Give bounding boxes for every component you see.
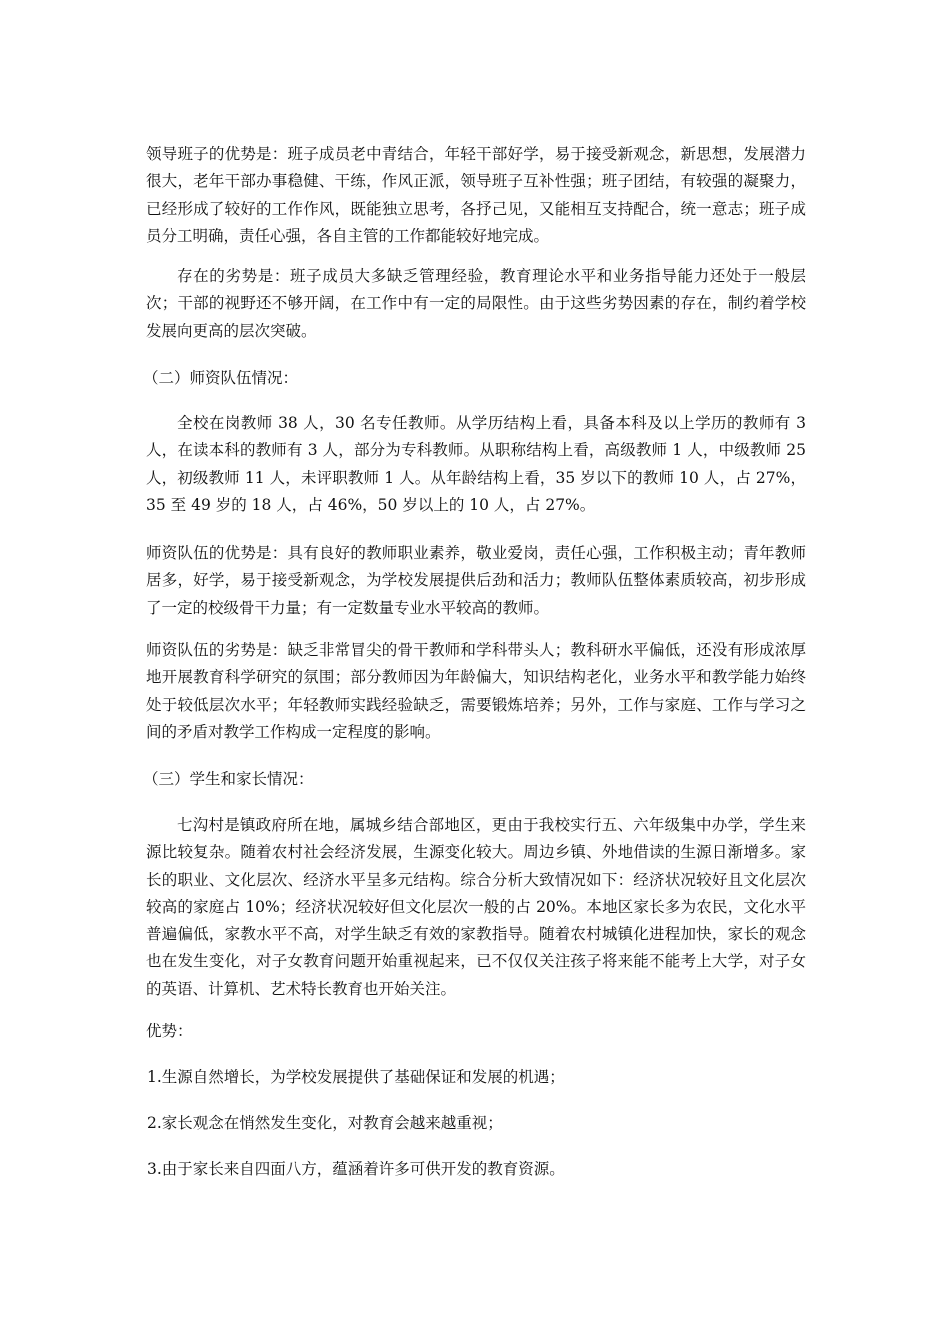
leadership-strengths-paragraph: 领导班子的优势是：班子成员老中青结合，年轻干部好学，易于接受新观念，新思想，发展潜力很大，老年干部办事稳健、干练，作风正派，领导班子互补性强；班子团结，有较强的凝聚力，已经形成了较好的工作作风，既能独立思考，各抒己见，又能相互支持配合，统一意志；班子成员分工明确，责任心强，各自主管的工作都能较好地完成。: [146, 145, 806, 245]
teacher-weaknesses-paragraph: 师资队伍的劣势是：缺乏非常冒尖的骨干教师和学科带头人；教科研水平偏低，还没有形成浓厚地开展教育科学研究的氛围；部分教师因为年龄偏大，知识结构老化，业务水平和教学能力始终处于较低层次水平；年轻教师实践经验缺乏，需要锻炼培养；另外，工作与家庭、工作与学习之间的矛盾对教学工作构成一定程度的影响。: [146, 641, 806, 741]
advantage-item: 3.由于家长来自四面八方，蕴涵着许多可供开发的教育资源。: [147, 1160, 565, 1178]
students-parents-paragraph: 七沟村是镇政府所在地，属城乡结合部地区，更由于我校实行五、六年级集中办学，学生来源比较复杂。随着农村社会经济发展，生源变化较大。周边乡镇、外地借读的生源日渐增多。家长的职业、文化层次、经济水平呈多元结构。综合分析大致情况如下：经济状况较好且文化层次较高的家庭占 10%；经济状况较好但文化层次一般的占 20%。本地区家长多为农民，文化水平普遍偏低，家教水平不高，对学生缺乏有效的家教指导。随着农村城镇化进程加快，家长的观念也在发生变化，对子女教育问题开始重视起来，已不仅仅关注孩子将来能不能考上大学，对子女的英语、计算机、艺术特长教育也开始关注。: [146, 816, 806, 998]
section-heading-teachers: （二）师资队伍情况：: [143, 369, 299, 387]
leadership-weaknesses-paragraph: 存在的劣势是：班子成员大多缺乏管理经验，教育理论水平和业务指导能力还处于一般层次；干部的视野还不够开阔，在工作中有一定的局限性。由于这些劣势因素的存在，制约着学校发展向更高的层次突破。: [146, 267, 806, 340]
advantage-item: 2.家长观念在悄然发生变化，对教育会越来越重视；: [147, 1114, 503, 1132]
advantage-item: 1.生源自然增长，为学校发展提供了基础保证和发展的机遇；: [147, 1068, 565, 1086]
teacher-strengths-paragraph: 师资队伍的优势是：具有良好的教师职业素养，敬业爱岗，责任心强，工作积极主动；青年教师居多，好学，易于接受新观念，为学校发展提供后劲和活力；教师队伍整体素质较高，初步形成了一定的校级骨干力量；有一定数量专业水平较高的教师。: [146, 544, 806, 617]
section-heading-students-parents: （三）学生和家长情况：: [143, 770, 314, 788]
teacher-stats-paragraph: 全校在岗教师 38 人，30 名专任教师。从学历结构上看，具备本科及以上学历的教师有 3 人，在读本科的教师有 3 人，部分为专科教师。从职称结构上看，高级教师 1 人，中级教师 25 人，初级教师 11 人，未评职教师 1 人。从年龄结构上看，35 岁以下的教师 10 人，占 27%，35 至 49 岁的 18 人，占 46%，50 岁以上的 10 人，占 27%。: [146, 414, 806, 514]
advantages-label: 优势：: [146, 1022, 193, 1040]
